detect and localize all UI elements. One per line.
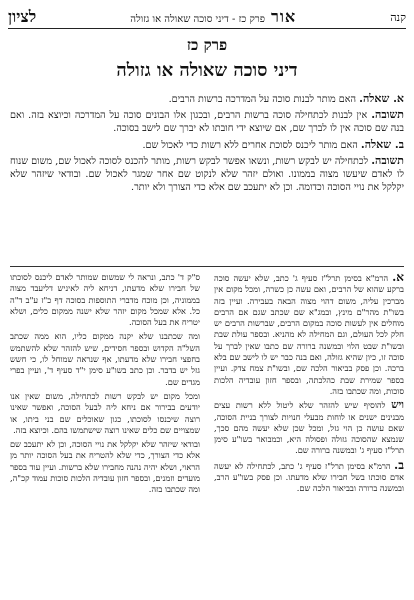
commentary-text: הרמ"א בסימן תרל"ז סעיף ג' כתב, שלא יעשה סוכה ברקע שהוא של הרבים, ואם עשה כן כשרה, ומכל מקום אין מברכין עליה, משום דהוי מצוה הבאה בעבירה. ועיין בזה בשו"ת מהר"ם מינץ, ובמג"א שם שכתב שגם אם הרבים מוחלים אין לעשות סוכה במקום הרבים, שברשות הרבים יש חלק לכל העולם, וגם המחילה לא מהניא. ובספר עולת שבת ובשו"ת שבט הלוי ובמשנה ברורה שם כתבו שאין לברך על סוכה זו, כיון שהיא גזולה, ואם בנה כבר יש לו לישב שם בלא ברכה. וכן פסק בביאור הלכה שם, ובשו"ת צמח צדק. ועיין בספר שמירת שבת כהלכתה, ובספר חזון עובדיה הלכות סוכות, ומה שכתבו בזה. — [214, 273, 404, 396]
answer-label: תשובה. — [371, 153, 404, 167]
question-1 — [10, 92, 404, 106]
commentary-paragraph — [214, 400, 404, 456]
commentary-paragraph — [214, 272, 404, 397]
commentary-text: הרמ"א בסימן תרל"ז סעיף ג' כתב, לכתחילה לא יעשה אדם סוכתו בשל חבירו שלא מדעתו. וכן פסק בשו"ע הרב, ובמשנה ברורה ובביאור הלכה שם. — [214, 460, 404, 494]
commentary-lead: א. — [392, 272, 404, 284]
page-number: קנה — [390, 10, 406, 24]
commentary-text: ובודאי שיזהר שלא יקלקל את נויי הסוכה, וכן לא יתעכב שם אלא כדי הצורך, כדי שלא להטריח את בעל הסוכה יותר מן הראוי, ושלא יהיה נהנה מחבירו שלא ברשות. ועיין עוד בספר מועדים וזמנים, ובספר חזון עובדיה הלכות סוכות עמוד קכ"ה, ומה שכתבו בזה. — [10, 439, 200, 495]
commentary-column-left — [10, 272, 200, 594]
commentary-column-right — [214, 272, 404, 594]
answer-1 — [10, 108, 404, 135]
chapter-title: דיני סוכה שאולה או גזולה — [116, 60, 298, 81]
question-2 — [10, 138, 404, 152]
commentary-text: ס"ק ד' כתב, ונראה לי שמשום שמותר לאדם ליכנס לסוכתו של חבירו שלא מדעתו, דניחא ליה לאיניש דליעבד מצוה בממוניה, וכן מוכח מדברי התוספות בסוכה דף כ"ז ע"ב ד"ה כל. אלא שמכל מקום יזהר שלא ישנה ממקום כלים, ושלא יטריח את בעל הסוכה. — [10, 272, 200, 328]
answer-text: לכתחילה יש לבקש רשות, ונשאו אפשר לבקש רשות, מותר להכנס לסוכה לאכול שם, משום שנוח לו לאדם שיעשו מצוה בממונו. ואולם יזהר שלא לנקוט שם אחר שמגר לאכול שם. ובודאי שיזהר שלא יקלקל את נויי הסוכה וכדומה. וכן לא יתעכב שם אלא כדי הצורך ולא יותר. — [10, 155, 404, 194]
answer-text: אין לבנות לכתחילה סוכה ברשות הרבים, ובכגון אלו הבונים סוכה על המדרכה וכיוצא בזה. ואם בנה שם סוכה אין לו לברך שם, אם שיוצא ידי חובתו לא יברך שם לישב בסוכה. — [10, 110, 404, 135]
commentary-lead: ויש — [391, 399, 404, 412]
qa-section — [10, 92, 404, 196]
commentary-paragraph — [214, 457, 404, 495]
commentary-lead: ב. — [394, 457, 404, 472]
commentary-paragraph — [10, 439, 200, 495]
answer-2 — [10, 154, 404, 195]
commentary-text: ומה שכתבנו שלא יקנה ממקום כליו, הוא ממה שכתב השל"ה הקדוש ובספר חסידים, שיש להזהר שלא להשתמש בחפצי חבירו שלא מדעתו, אף שנראה שמוחל לו, כי חשש גזל יש בדבר. וכן כתב בשו"ע סימן י"ד סעיף ד', ועיין בפרי מגדים שם. — [10, 331, 200, 387]
commentary-text: להוסיף שיש להזהר שלא ליטול ללא רשות עצים מבנינים ישנים או לוחות מבעלי חנויות לצורך בניית הסוכה, שאם עושה כן הוי גזל, ומכל שכן שלא יעשה מהם סכך, שנמצא שהסוכה גזולה ופסולה היא, וכמבואר בשו"ע סימן תרל"ז סעיף ג' ובמשנה ברורה שם. — [214, 400, 404, 456]
answer-label: תשובה. — [371, 108, 404, 122]
running-header — [8, 6, 406, 29]
section-divider — [10, 266, 404, 267]
commentary-paragraph — [10, 272, 200, 328]
book-title-suffix: לציון — [8, 7, 37, 26]
question-label: ב. שאלה. — [360, 137, 404, 151]
header-center — [130, 7, 296, 27]
question-text: האם מותר ליכנס לסוכת אחרים ללא רשות כדי לאכול שם. — [142, 139, 358, 151]
question-text: האם מותר לבנות סוכה על המדרכה ברשות הרבים. — [168, 94, 357, 105]
commentary-paragraph — [10, 391, 200, 436]
commentary-text: ומכל מקום יש לבקש רשות לכתחילה, משום שאין אנו יודעים בבירור אם ניחא ליה לבעל הסוכה, ואפשר שאינו רוצה שיכנסו לסוכתו, כגון שאוכלים שם בני ביתו, או שמצויים שם כלים שאינו רוצה שישתמשו בהם. וכיוצא בזה. — [10, 390, 200, 435]
chapter-number: פרק כז — [186, 36, 228, 54]
question-label: א. שאלה. — [359, 92, 404, 105]
commentary-paragraph — [10, 331, 200, 387]
header-chapter-title: פרק כז - דיני סוכה שאולה או גזולה — [130, 14, 265, 25]
book-title: אור — [270, 7, 297, 26]
